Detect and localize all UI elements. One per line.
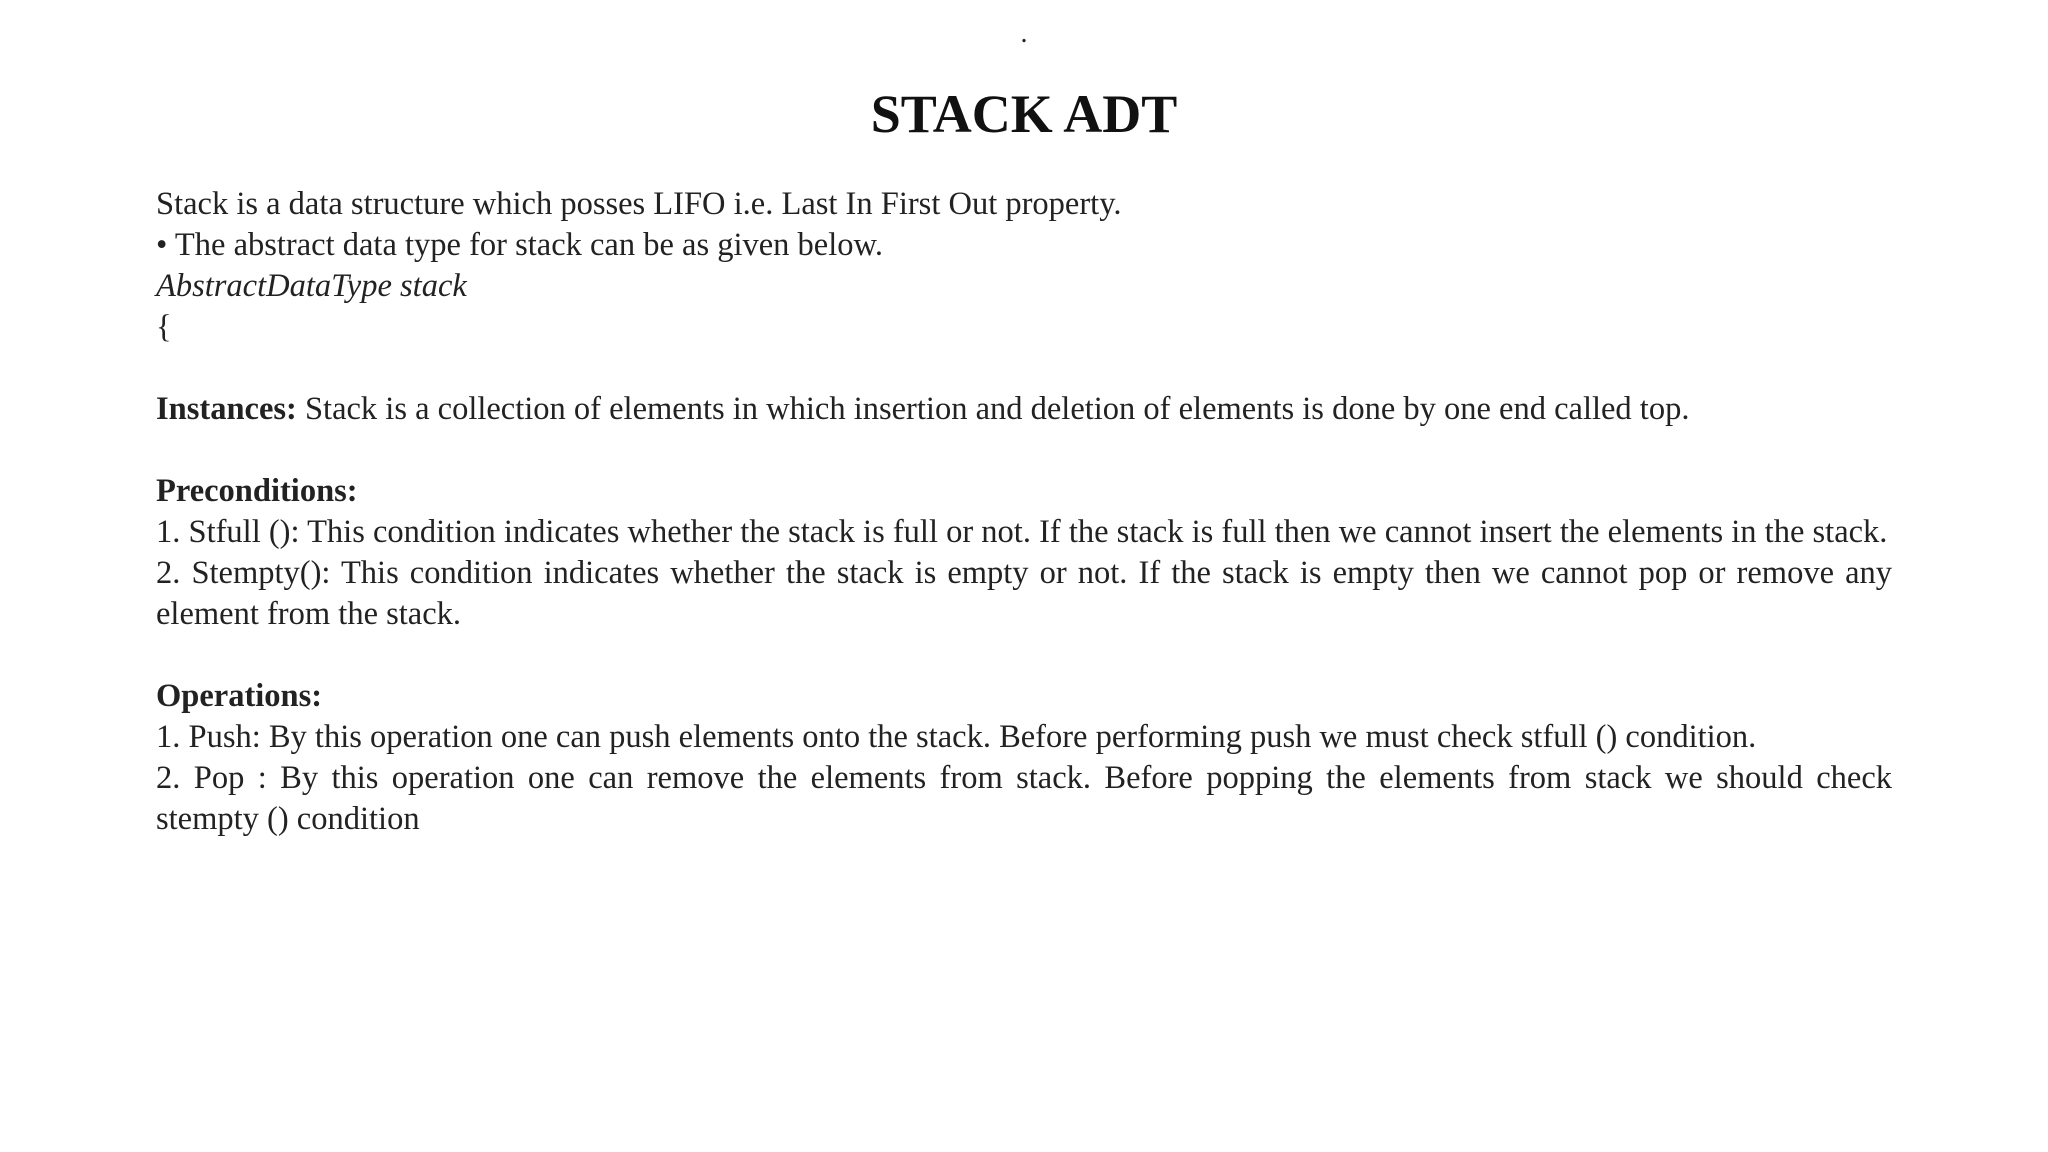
instances-text: Stack is a collection of elements in which insertion and deletion of elements is done by one end called top.	[296, 391, 1690, 427]
adt-header: AbstractDataType stack	[156, 268, 467, 304]
spacer	[156, 348, 1892, 389]
stack-definition: Stack is a data structure which posses LIFO i.e. Last In First Out property.	[156, 186, 1122, 222]
spacer	[156, 430, 1892, 471]
operations-heading: Operations:	[156, 678, 323, 714]
top-mark: .	[1020, 18, 1028, 49]
spacer	[156, 635, 1892, 676]
adt-bullet: • The abstract data type for stack can be as given below.	[156, 227, 883, 263]
preconditions-heading: Preconditions:	[156, 473, 358, 509]
instances-paragraph	[156, 389, 1892, 430]
page-title: STACK ADT	[870, 84, 1178, 144]
operation-push: 1. Push: By this operation one can push elements onto the stack. Before performing push we must check stfull () condition.	[156, 719, 1757, 755]
instances-label: Instances:	[156, 391, 297, 427]
precondition-stfull: 1. Stfull (): This condition indicates whether the stack is full or not. If the stack is full then we cannot insert the elements in the stack.	[156, 514, 1888, 550]
operation-pop: 2. Pop : By this operation one can remove the elements from stack. Before popping the elements from stack we should check stempty () condition	[156, 760, 1892, 837]
precondition-stempty: 2. Stempty(): This condition indicates whether the stack is empty or not. If the stack is empty then we cannot pop or remove any element from the stack.	[156, 555, 1892, 632]
document-body	[156, 184, 1892, 840]
open-brace: {	[156, 309, 172, 345]
